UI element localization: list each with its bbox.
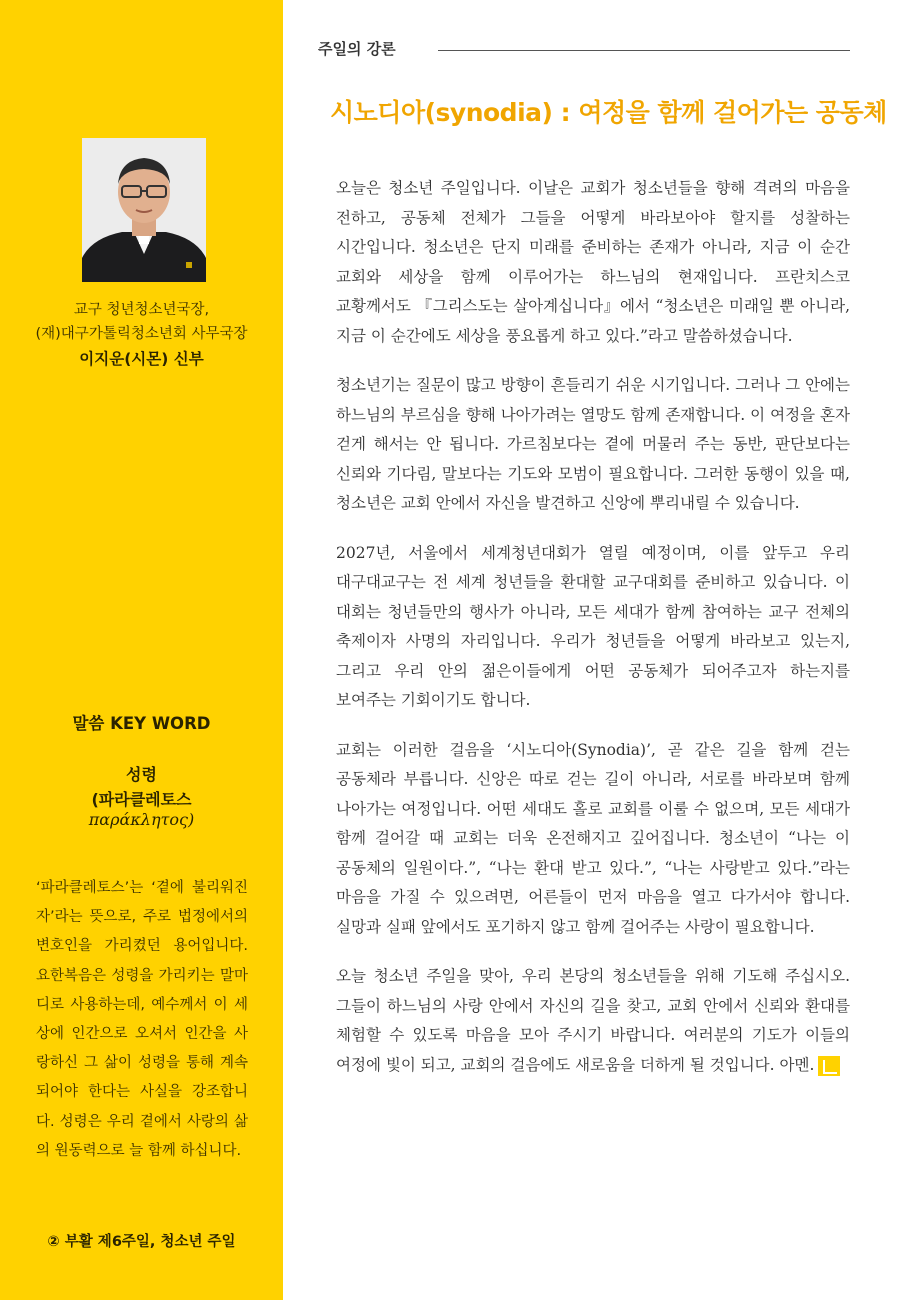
keyword-transliteration: (파라클레토스: [91, 790, 192, 809]
paragraph-last: [336, 962, 850, 1080]
author-title-2: (재)대구가톨릭청소년회 사무국장: [35, 326, 248, 342]
author-title-1: 교구 청년청소년국장,: [73, 302, 210, 318]
section-label: 주일의 강론: [318, 40, 396, 58]
article-title: 시노디아(synodia) : 여정을 함께 걸어가는 공동체: [330, 98, 887, 127]
keyword-heading: 말씀 KEY WORD: [72, 714, 211, 733]
author-photo: [82, 138, 206, 282]
author-portrait-icon: [82, 138, 206, 282]
page-footer: ② 부활 제6주일, 청소년 주일: [47, 1234, 236, 1250]
author-name: 이지운(시몬) 신부: [79, 350, 204, 368]
keyword-greek: παράκλητος): [88, 810, 195, 829]
paragraph: 2027년, 서울에서 세계청년대회가 열릴 예정이며, 이를 앞두고 우리 대구대교구는 전 세계 청년들을 환대할 교구대회를 준비하고 있습니다. 이 대회는 청년들만의 행사가 아니라, 모든 세대가 함께 참여하는 교구 전체의 축제이자 사명의 자리입니다. 우리가 청년들을 어떻게 바라보고 있는지, 그리고 우리 안의 젊은이들에게 어떤 공동체가 되어주고자 하는지를 보여주는 기회이기도 합니다.: [336, 543, 850, 709]
article-body: [336, 174, 850, 1100]
end-mark-icon: [818, 1056, 840, 1076]
paragraph: 교회는 이러한 걸음을 ‘시노디아(Synodia)’, 곧 같은 길을 함께 걷는 공동체라 부릅니다. 신앙은 따로 걷는 길이 아니라, 서로를 바라보며 함께 나아가는 여정입니다. 어떤 세대도 홀로 교회를 이룰 수 없으며, 모든 세대가 함께 걸어갈 때 교회는 더욱 온전해지고 깊어집니다. 청소년이 “나는 이 공동체의 일원이다.”, “나는 환대 받고 있다.”, “나는 사랑받고 있다.”라는 마음을 가질 수 있으려면, 어른들이 먼저 마음을 열고 다가서야 합니다. 실망과 실패 앞에서도 포기하지 않고 함께 걸어주는 사랑이 필요합니다.: [336, 740, 850, 936]
sidebar: [0, 0, 283, 1300]
keyword-description: ‘파라클레토스’는 ‘곁에 불리워진 자’라는 뜻으로, 주로 법정에서의 변호인을 가리켰던 용어입니다. 요한복음은 성령을 가리키는 말마디로 사용하는데, 예수께서 이 세상에 인간으로 오셔서 인간을 사랑하신 그 삶이 성령을 통해 계속되어야 한다는 사실을 강조합니다. 성령은 우리 곁에서 사랑의 삶의 원동력으로 늘 함께 하십니다.: [36, 880, 248, 1159]
keyword-term: 성령: [126, 765, 157, 784]
paragraph-text: 오늘 청소년 주일을 맞아, 우리 본당의 청소년들을 위해 기도해 주십시오. 그들이 하느님의 사랑 안에서 자신의 길을 찾고, 교회 안에서 신뢰와 환대를 체험할 수 있도록 마음을 모아 주시기 바랍니다. 여러분의 기도가 이들의 여정에 빛이 되고, 교회의 걸음에도 새로움을 더하게 될 것입니다. 아멘.: [336, 967, 850, 1074]
section-divider: [438, 50, 850, 51]
paragraph: 청소년기는 질문이 많고 방향이 흔들리기 쉬운 시기입니다. 그러나 그 안에는 하느님의 부르심을 향해 나아가려는 열망도 함께 존재합니다. 이 여정을 혼자 걷게 해서는 안 됩니다. 가르침보다는 곁에 머물러 주는 동반, 판단보다는 신뢰와 기다림, 말보다는 기도와 모범이 필요합니다. 그러한 동행이 있을 때, 청소년은 교회 안에서 자신을 발견하고 신앙에 뿌리내릴 수 있습니다.: [336, 376, 850, 512]
paragraph: 오늘은 청소년 주일입니다. 이날은 교회가 청소년들을 향해 격려의 마음을 전하고, 공동체 전체가 그들을 어떻게 바라보아야 할지를 성찰하는 시간입니다. 청소년은 단지 미래를 준비하는 존재가 아니라, 지금 이 순간 교회와 세상을 함께 이루어가는 하느님의 현재입니다. 프란치스코 교황께서도 『그리스도는 살아계십니다』에서 “청소년은 미래일 뿐 아니라, 지금 이 순간에도 세상을 풍요롭게 하고 있다.”라고 말씀하셨습니다.: [336, 179, 850, 345]
